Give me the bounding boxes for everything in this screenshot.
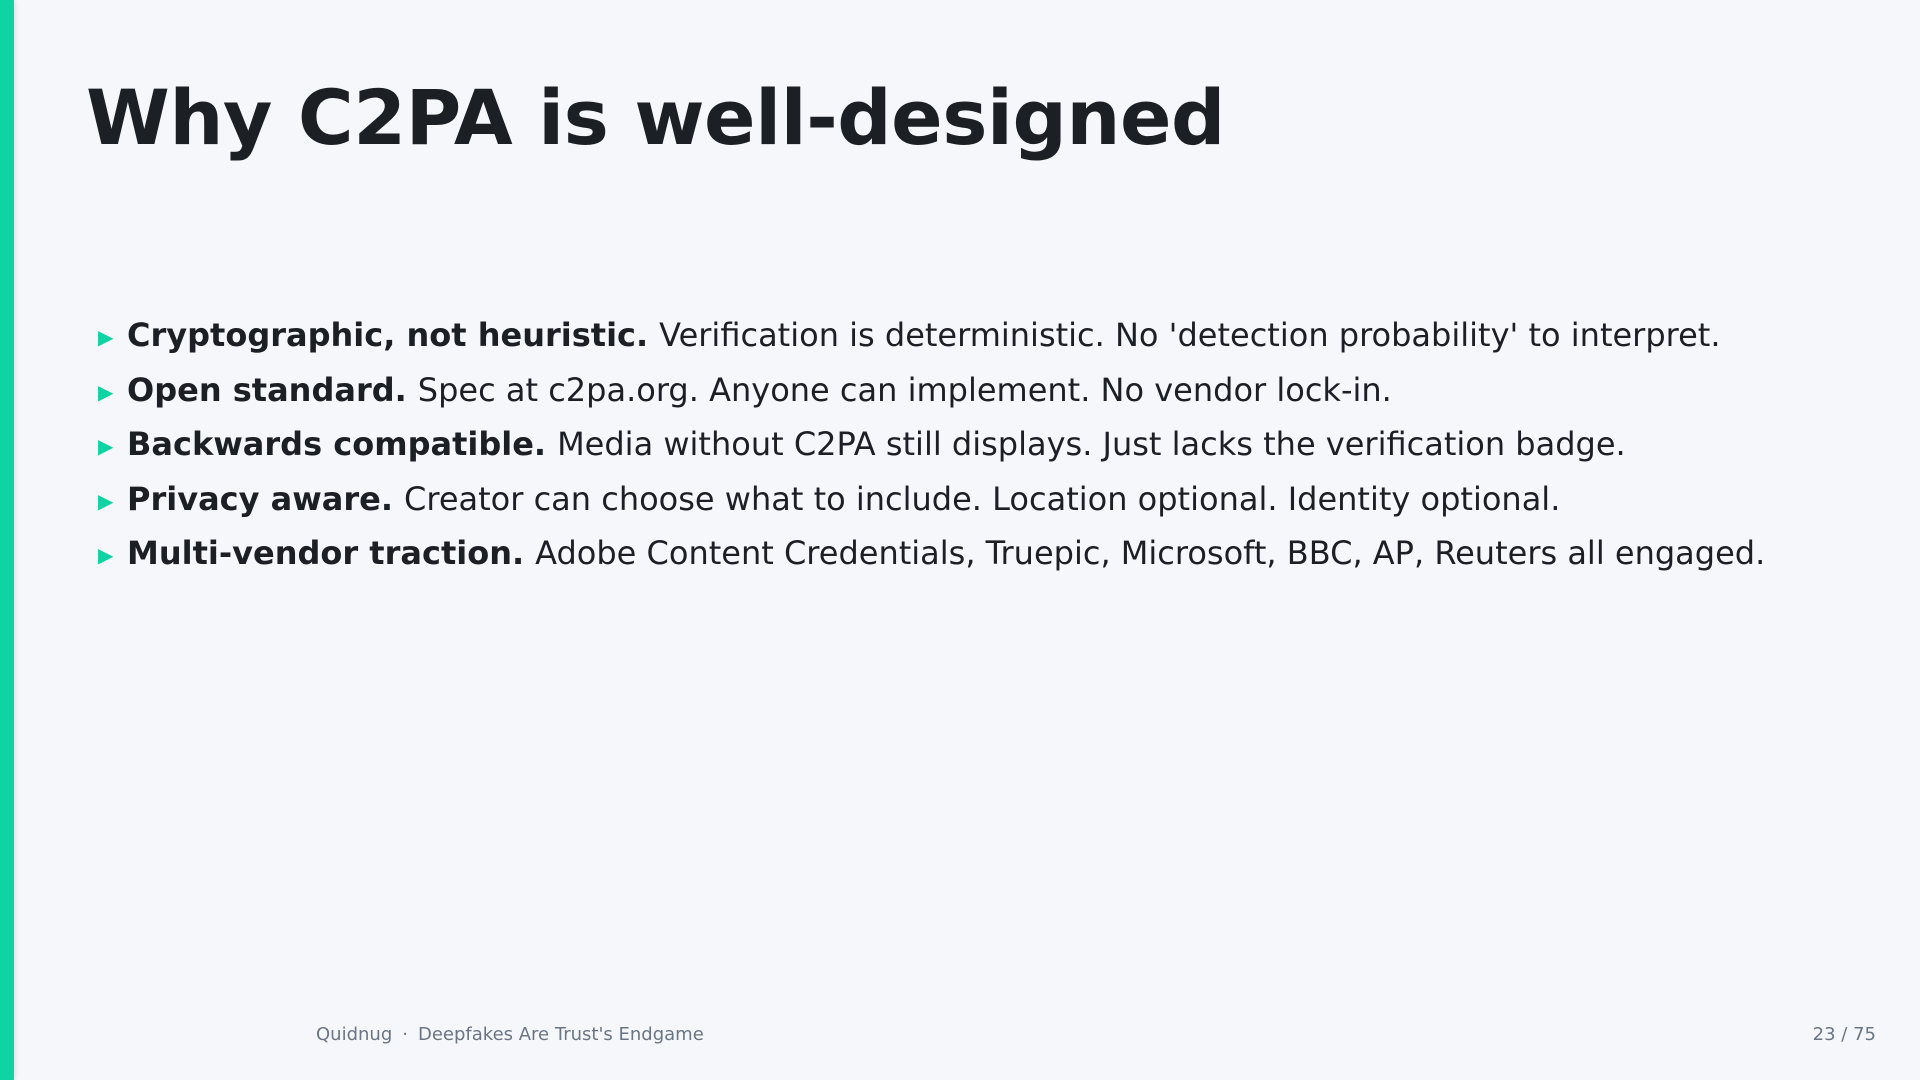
bullet-item [98,365,1765,420]
bullet-item [98,474,1765,529]
bullet-marker-icon: ▶ [98,325,114,349]
accent-bar [0,0,14,1080]
footer-author: Quidnug [316,1024,393,1045]
bullet-text: Creator can choose what to include. Location optional. Identity optional. [404,479,1561,518]
footer-caption [316,1024,704,1045]
footer-deck-title: Deepfakes Are Trust's Endgame [417,1024,704,1045]
bullet-marker-icon: ▶ [98,543,114,567]
bullet-text: Media without C2PA still displays. Just lacks the verification badge. [557,425,1626,463]
bullet-item [98,419,1765,474]
bullet-item [98,310,1765,365]
bullet-lead: Cryptographic, not heuristic. [127,316,649,354]
bullet-text: Adobe Content Credentials, Truepic, Microsoft, BBC, AP, Reuters all engaged. [535,534,1766,572]
bullet-text: Verification is deterministic. No 'detection probability' to interpret. [659,316,1721,354]
slide-title: Why C2PA is well-designed [86,73,1225,162]
bullet-list [98,310,1765,583]
bullet-text: Spec at c2pa.org. Anyone can implement. No vendor lock-in. [417,370,1392,409]
bullet-lead: Backwards compatible. [127,425,547,463]
bullet-marker-icon: ▶ [98,434,114,458]
page-number: 23 / 75 [1812,1024,1876,1045]
bullet-marker-icon: ▶ [98,379,114,404]
bullet-lead: Open standard. [127,370,407,409]
bullet-marker-icon: ▶ [98,488,114,513]
bullet-lead: Multi-vendor traction. [127,534,525,572]
bullet-lead: Privacy aware. [127,479,394,518]
bullet-item [98,528,1765,583]
footer-separator: · [402,1024,408,1045]
